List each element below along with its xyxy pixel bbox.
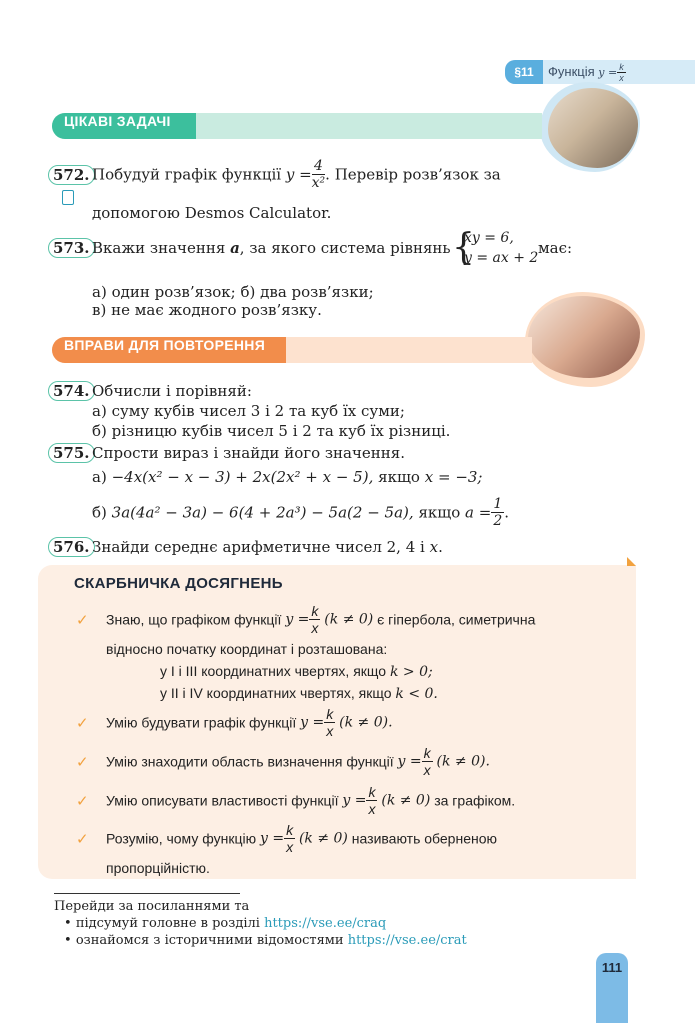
- check-icon: ✓: [76, 611, 89, 629]
- section-number: §11: [505, 60, 543, 84]
- page-number: 111: [601, 960, 623, 975]
- check-icon: ✓: [76, 714, 89, 732]
- footnote-item: • ознайомся з історичними відомостями https://vse.ee/crat: [64, 933, 467, 948]
- achievement-item: Умію знаходити область визначення функції y = $\frac{k}{x}$ (k ≠ 0).: [106, 745, 490, 778]
- problem-number: 572.: [48, 165, 95, 185]
- problem-number: 574.: [48, 381, 95, 401]
- check-icon: ✓: [76, 792, 89, 810]
- achievement-item: Умію описувати властивості функції y = $\frac{k}{x}$ (k ≠ 0) за графіком.: [106, 784, 516, 817]
- banner-review-exercises: ВПРАВИ ДЛЯ ПОВТОРЕННЯ: [52, 337, 286, 363]
- problem-number: 575.: [48, 443, 95, 463]
- corner-marker: [627, 557, 636, 566]
- problem-number: 573.: [48, 238, 95, 258]
- system-brace: {: [452, 227, 475, 268]
- problem-576: [48, 537, 95, 557]
- problem-number: 576.: [48, 537, 95, 557]
- section-title: Функція y = $\frac{k}{x}$: [548, 62, 624, 84]
- problem-575: [48, 443, 95, 463]
- footnote-item: • підсумуй головне в розділі https://vse.ee/craq: [64, 916, 387, 931]
- students-photo: [548, 88, 638, 168]
- system-equations: xy = 6, y = ax + 2: [464, 230, 539, 266]
- problem-574: [48, 381, 95, 401]
- problem-573: [48, 238, 95, 258]
- banner-interesting-tasks: ЦІКАВІ ЗАДАЧІ: [52, 113, 196, 139]
- achievement-item: Умію будувати графік функції y = $\frac{k}{x}$ (k ≠ 0).: [106, 706, 393, 739]
- link-summary[interactable]: https://vse.ee/craq: [264, 916, 387, 931]
- check-icon: ✓: [76, 830, 89, 848]
- achievement-item: Розумію, чому функцію y = $\frac{k}{x}$ (k ≠ 0) називають оберненою: [106, 822, 498, 855]
- achievements-title: СКАРБНИЧКА ДОСЯГНЕНЬ: [74, 575, 283, 592]
- link-history[interactable]: https://vse.ee/crat: [347, 933, 467, 948]
- footnote-rule: [54, 893, 240, 894]
- girls-photo: [528, 296, 640, 378]
- achievement-item: Знаю, що графіком функції y = $\frac{k}{x}$ (k ≠ 0) є гіпербола, симетрична: [106, 603, 536, 636]
- problem-572: [48, 165, 95, 185]
- check-icon: ✓: [76, 753, 89, 771]
- phone-icon: [62, 190, 74, 205]
